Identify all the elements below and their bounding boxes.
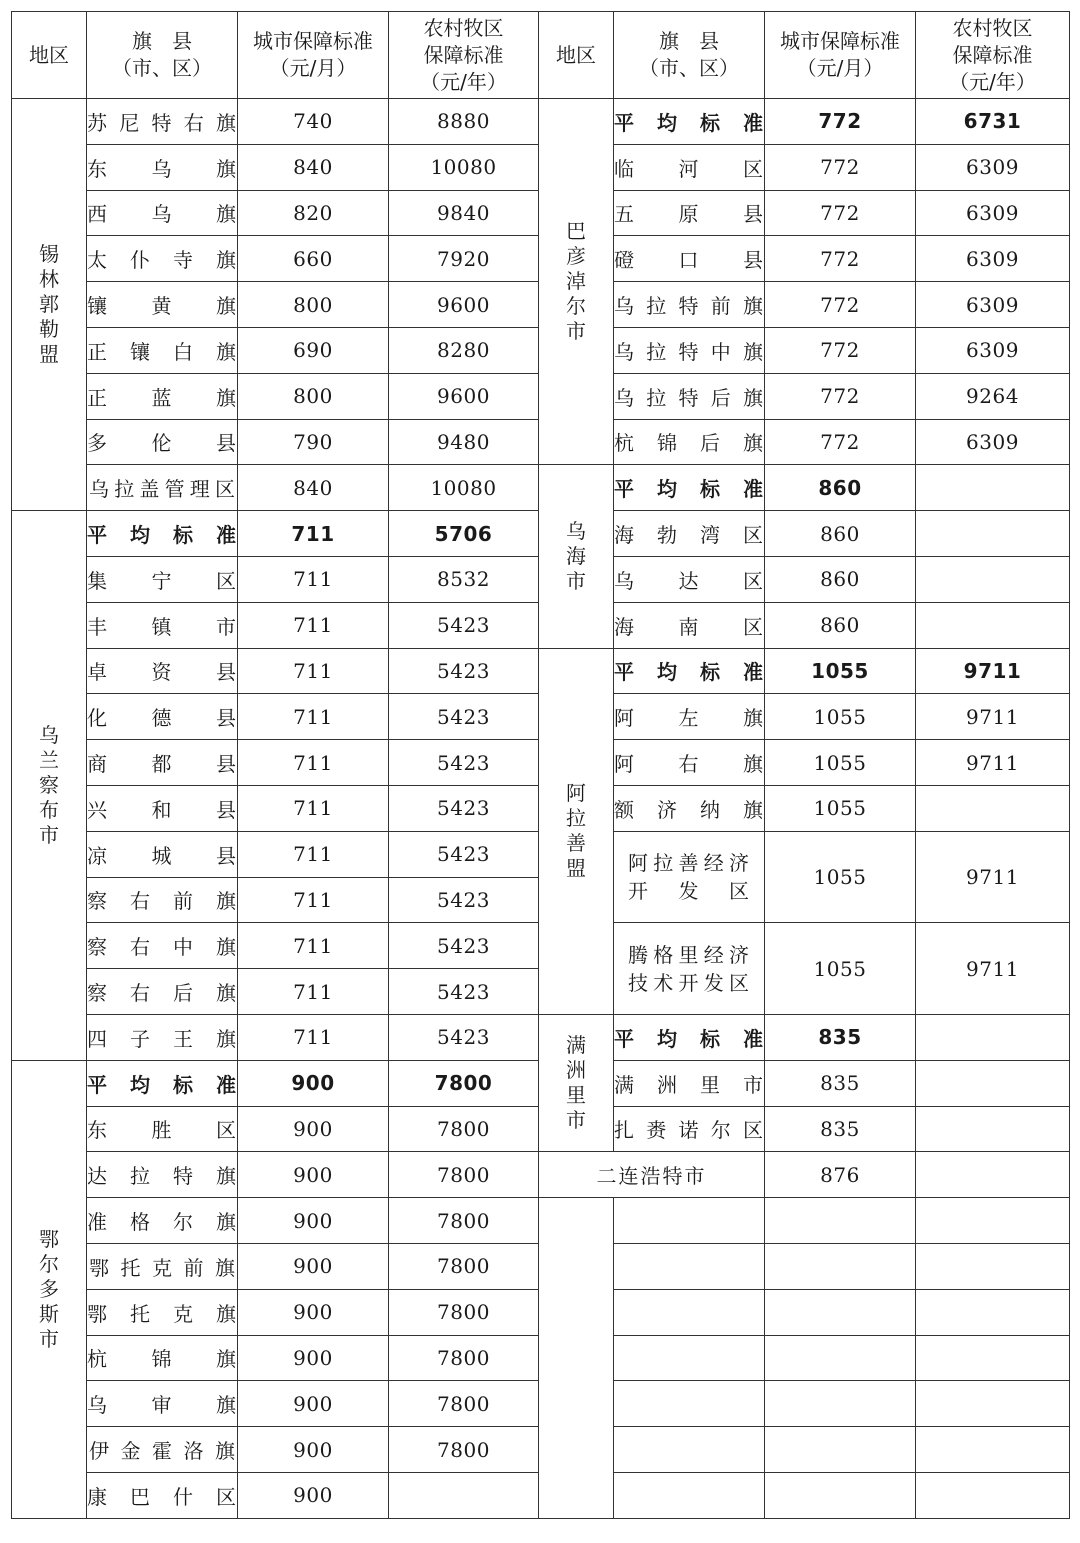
rural-value: 7800: [389, 1106, 539, 1152]
header-rural: 农村牧区 保障标准 （元/年）: [389, 12, 539, 99]
empty-cell: [765, 1335, 916, 1381]
average-label: 平均标准: [614, 99, 765, 145]
urban-value: 711: [238, 877, 389, 923]
county-name: 乌达区: [614, 556, 765, 602]
rural-value: 7800: [389, 1243, 539, 1289]
urban-value: 800: [238, 282, 389, 328]
urban-value: 840: [238, 465, 389, 511]
header-county: 旗 县 （市、区）: [87, 12, 238, 99]
county-name: 乌拉特后旗: [614, 373, 765, 419]
county-name: 乌拉特中旗: [614, 327, 765, 373]
county-name: 腾格里经济 技术开发区: [614, 923, 765, 1015]
urban-value: 860: [765, 511, 916, 557]
urban-value: 772: [765, 236, 916, 282]
urban-value: 876: [765, 1152, 916, 1198]
county-name: 临河区: [614, 144, 765, 190]
urban-value: 900: [238, 1243, 389, 1289]
rural-value: 6309: [916, 419, 1070, 465]
header-urban: 城市保障标准 （元/月）: [238, 12, 389, 99]
empty-cell: [916, 1427, 1070, 1473]
empty-cell: [614, 1335, 765, 1381]
county-name: 东胜区: [87, 1106, 238, 1152]
rural-value: [916, 1152, 1070, 1198]
county-name: 察右中旗: [87, 923, 238, 969]
urban-value: 900: [238, 1381, 389, 1427]
county-name: 商都县: [87, 740, 238, 786]
rural-value: [916, 1106, 1070, 1152]
rural-value: [389, 1472, 539, 1518]
urban-value: 860: [765, 556, 916, 602]
table-row: [12, 1198, 1070, 1244]
rural-average: [916, 465, 1070, 511]
rural-average: [916, 1014, 1070, 1060]
region-cell: 满洲里市: [539, 1014, 614, 1151]
region-cell: 巴彦淖尔市: [539, 99, 614, 465]
empty-cell: [765, 1243, 916, 1289]
urban-value: 740: [238, 99, 389, 145]
county-name: 磴口县: [614, 236, 765, 282]
urban-value: 900: [238, 1152, 389, 1198]
header-rural: 农村牧区 保障标准 （元/年）: [916, 12, 1070, 99]
county-name: 四子王旗: [87, 1014, 238, 1060]
urban-average: 772: [765, 99, 916, 145]
urban-value: 900: [238, 1198, 389, 1244]
urban-value: 1055: [765, 831, 916, 923]
empty-cell: [916, 1289, 1070, 1335]
urban-value: 820: [238, 190, 389, 236]
rural-value: 5423: [389, 602, 539, 648]
empty-cell: [916, 1381, 1070, 1427]
urban-value: 900: [238, 1335, 389, 1381]
county-name: 康巴什区: [87, 1472, 238, 1518]
rural-value: 5423: [389, 969, 539, 1015]
urban-value: 711: [238, 556, 389, 602]
rural-value: 6309: [916, 236, 1070, 282]
county-name: 满洲里市: [614, 1060, 765, 1106]
rural-value: 5423: [389, 923, 539, 969]
header-county: 旗 县 （市、区）: [614, 12, 765, 99]
empty-cell: [614, 1472, 765, 1518]
urban-value: 711: [238, 923, 389, 969]
rural-value: 9600: [389, 282, 539, 328]
empty-cell: [916, 1198, 1070, 1244]
urban-value: 860: [765, 602, 916, 648]
rural-value: 9840: [389, 190, 539, 236]
region-cell: 乌兰察布市: [12, 511, 87, 1061]
county-name: 正蓝旗: [87, 373, 238, 419]
urban-value: 711: [238, 694, 389, 740]
urban-value: 840: [238, 144, 389, 190]
rural-value: [916, 602, 1070, 648]
county-name: 东乌旗: [87, 144, 238, 190]
header-region: 地区: [12, 12, 87, 99]
urban-value: 772: [765, 190, 916, 236]
urban-value: 711: [238, 969, 389, 1015]
urban-value: 900: [238, 1427, 389, 1473]
county-name: 鄂托克前旗: [87, 1243, 238, 1289]
urban-average: 711: [238, 511, 389, 557]
rural-value: 9711: [916, 740, 1070, 786]
empty-cell: [614, 1198, 765, 1244]
urban-value: 1055: [765, 694, 916, 740]
urban-value: 1055: [765, 740, 916, 786]
rural-average: 6731: [916, 99, 1070, 145]
rural-value: [916, 556, 1070, 602]
county-name: 达拉特旗: [87, 1152, 238, 1198]
table-row: [12, 1014, 1070, 1060]
urban-value: 711: [238, 602, 389, 648]
county-name: 阿左旗: [614, 694, 765, 740]
county-name: 多伦县: [87, 419, 238, 465]
rural-value: 7800: [389, 1335, 539, 1381]
table-row: [12, 1152, 1070, 1198]
empty-cell: [916, 1472, 1070, 1518]
rural-value: 5423: [389, 1014, 539, 1060]
rural-value: 9711: [916, 923, 1070, 1015]
rural-value: 5423: [389, 648, 539, 694]
county-name: 化德县: [87, 694, 238, 740]
county-name: 海勃湾区: [614, 511, 765, 557]
rural-value: 7800: [389, 1289, 539, 1335]
rural-value: 6309: [916, 144, 1070, 190]
urban-value: 660: [238, 236, 389, 282]
rural-value: [916, 1060, 1070, 1106]
urban-value: 772: [765, 144, 916, 190]
empty-region-cell: [539, 1198, 614, 1519]
county-name: 准格尔旗: [87, 1198, 238, 1244]
county-name: 杭锦旗: [87, 1335, 238, 1381]
rural-value: 5423: [389, 831, 539, 877]
rural-value: 7800: [389, 1198, 539, 1244]
urban-value: 900: [238, 1472, 389, 1518]
urban-value: 711: [238, 1014, 389, 1060]
rural-value: 9264: [916, 373, 1070, 419]
county-name: 凉城县: [87, 831, 238, 877]
rural-value: 5423: [389, 740, 539, 786]
rural-value: 5423: [389, 785, 539, 831]
empty-cell: [614, 1381, 765, 1427]
empty-cell: [765, 1472, 916, 1518]
urban-value: 835: [765, 1060, 916, 1106]
county-name: 正镶白旗: [87, 327, 238, 373]
rural-value: 8280: [389, 327, 539, 373]
urban-value: 690: [238, 327, 389, 373]
rural-value: 7800: [389, 1427, 539, 1473]
header-urban: 城市保障标准 （元/月）: [765, 12, 916, 99]
urban-value: 900: [238, 1106, 389, 1152]
empty-cell: [916, 1243, 1070, 1289]
rural-value: 6309: [916, 282, 1070, 328]
rural-value: 7800: [389, 1152, 539, 1198]
urban-value: 772: [765, 282, 916, 328]
urban-value: 772: [765, 419, 916, 465]
rural-value: [916, 511, 1070, 557]
average-label: 平均标准: [87, 511, 238, 557]
rural-value: 9711: [916, 694, 1070, 740]
average-label: 平均标准: [614, 465, 765, 511]
county-name: 太仆寺旗: [87, 236, 238, 282]
urban-average: 1055: [765, 648, 916, 694]
empty-cell: [765, 1427, 916, 1473]
rural-value: 8880: [389, 99, 539, 145]
urban-value: 772: [765, 373, 916, 419]
rural-value: 7800: [389, 1381, 539, 1427]
county-name: 西乌旗: [87, 190, 238, 236]
county-name: 额济纳旗: [614, 785, 765, 831]
empty-cell: [614, 1243, 765, 1289]
county-name: 丰镇市: [87, 602, 238, 648]
county-name: 杭锦后旗: [614, 419, 765, 465]
rural-value: 6309: [916, 190, 1070, 236]
rural-average: 5706: [389, 511, 539, 557]
average-label: 平均标准: [614, 648, 765, 694]
rural-value: 6309: [916, 327, 1070, 373]
average-label: 平均标准: [87, 1060, 238, 1106]
county-name: 五原县: [614, 190, 765, 236]
urban-value: 790: [238, 419, 389, 465]
county-name: 苏尼特右旗: [87, 99, 238, 145]
urban-value: 835: [765, 1106, 916, 1152]
table-row: [12, 648, 1070, 694]
header-region: 地区: [539, 12, 614, 99]
rural-value: 10080: [389, 465, 539, 511]
empty-cell: [765, 1289, 916, 1335]
county-name: 阿右旗: [614, 740, 765, 786]
table-row: [12, 465, 1070, 511]
header-row: [12, 12, 1070, 99]
rural-value: 8532: [389, 556, 539, 602]
county-name: 鄂托克旗: [87, 1289, 238, 1335]
subsistence-allowance-table: [11, 11, 1070, 1519]
urban-value: 900: [238, 1289, 389, 1335]
county-name: 阿拉善经济 开 发 区: [614, 831, 765, 923]
region-cell: 乌海市: [539, 465, 614, 648]
empty-cell: [765, 1381, 916, 1427]
urban-average: 900: [238, 1060, 389, 1106]
urban-average: 835: [765, 1014, 916, 1060]
county-name: 察右前旗: [87, 877, 238, 923]
urban-value: 1055: [765, 785, 916, 831]
rural-value: 7920: [389, 236, 539, 282]
county-name: 卓资县: [87, 648, 238, 694]
urban-value: 711: [238, 785, 389, 831]
county-name: 镶黄旗: [87, 282, 238, 328]
rural-value: 9600: [389, 373, 539, 419]
urban-value: 772: [765, 327, 916, 373]
rural-value: [916, 785, 1070, 831]
average-label: 平均标准: [614, 1014, 765, 1060]
table-row: [12, 99, 1070, 145]
county-name: 乌拉特前旗: [614, 282, 765, 328]
rural-value: 5423: [389, 694, 539, 740]
empty-cell: [765, 1198, 916, 1244]
rural-value: 10080: [389, 144, 539, 190]
county-name: 海南区: [614, 602, 765, 648]
empty-cell: [614, 1427, 765, 1473]
region-cell: 锡林郭勒盟: [12, 99, 87, 511]
empty-cell: [614, 1289, 765, 1335]
urban-average: 860: [765, 465, 916, 511]
urban-value: 711: [238, 740, 389, 786]
city-name: 二连浩特市: [539, 1152, 765, 1198]
urban-value: 800: [238, 373, 389, 419]
county-name: 乌审旗: [87, 1381, 238, 1427]
region-cell: 阿拉善盟: [539, 648, 614, 1014]
rural-value: 5423: [389, 877, 539, 923]
county-name: 察右后旗: [87, 969, 238, 1015]
county-name: 扎赉诺尔区: [614, 1106, 765, 1152]
rural-average: 9711: [916, 648, 1070, 694]
urban-value: 1055: [765, 923, 916, 1015]
urban-value: 711: [238, 831, 389, 877]
region-cell: 鄂尔多斯市: [12, 1060, 87, 1518]
empty-cell: [916, 1335, 1070, 1381]
rural-value: 9480: [389, 419, 539, 465]
county-name: 乌拉盖管理区: [87, 465, 238, 511]
county-name: 兴和县: [87, 785, 238, 831]
rural-average: 7800: [389, 1060, 539, 1106]
rural-value: 9711: [916, 831, 1070, 923]
county-name: 集宁区: [87, 556, 238, 602]
county-name: 伊金霍洛旗: [87, 1427, 238, 1473]
urban-value: 711: [238, 648, 389, 694]
